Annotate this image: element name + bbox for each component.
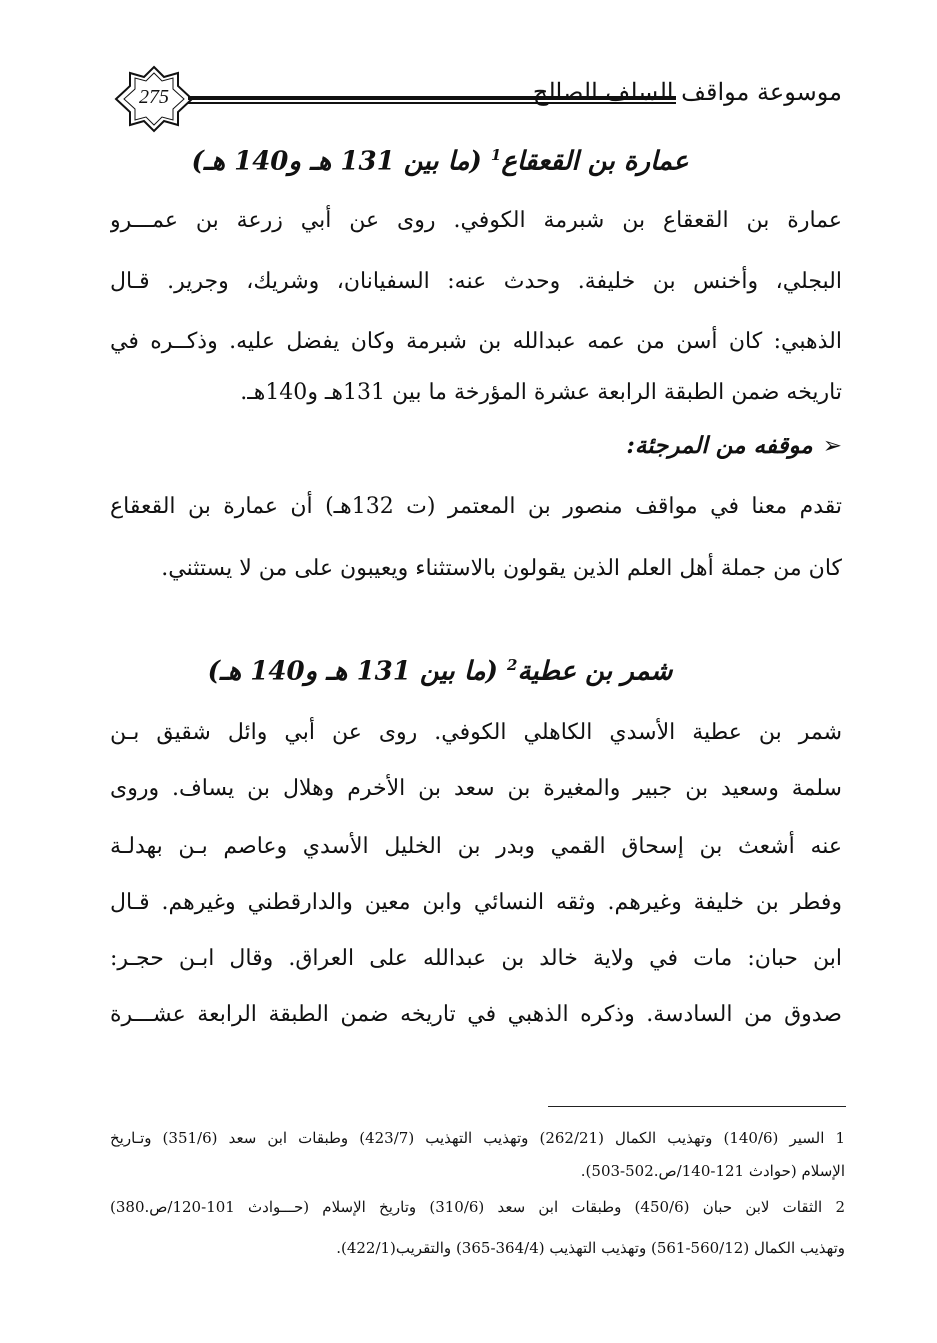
heading-name: عمارة بن القعقاع bbox=[501, 146, 689, 177]
footnote-line: الإسلام (حوادث 121-140/ص.502-503). bbox=[580, 1162, 845, 1180]
heading-date: (ما بين 131 هـ و140 هـ) bbox=[207, 656, 498, 687]
footnote-marker: 1 bbox=[490, 146, 502, 164]
body-line: وفطر بن خليفة وغيرهم. وثقه النسائي وابن معين والدارقطني وغيرهم. قـال bbox=[110, 890, 842, 915]
body-line: تاريخه ضمن الطبقة الرابعة عشرة المؤرخة ما بين 131هـ و140هـ. bbox=[240, 380, 842, 405]
section-heading-1 bbox=[160, 146, 720, 177]
body-line: الذهبي: كان أسن من عمه عبدالله بن شبرمة وكان يفضل عليه. وذكــره في bbox=[110, 329, 842, 354]
body-line: صدوق من السادسة. وذكره الذهبي في تاريخه ضمن الطبقة الرابعة عشـــرة bbox=[110, 1002, 842, 1027]
footnote-line: وتهذيب الكمال (560/12-561) وتهذيب التهذيب (364/4-365) والتقريب(422/1). bbox=[336, 1239, 845, 1257]
arrow-bullet-icon: ➢ bbox=[822, 433, 842, 459]
page-header bbox=[112, 64, 842, 134]
body-line: ابن حبان: مات في ولاية خالد بن عبدالله على العراق. وقال ابـن حجـر: bbox=[110, 946, 842, 971]
subheading-text: موقفه من المرجئة: bbox=[626, 432, 813, 459]
body-line: كان من جملة أهل العلم الذين يقولون بالاستثناء ويعيبون على من لا يستثني. bbox=[161, 556, 842, 581]
footnote-separator bbox=[548, 1106, 846, 1107]
footnote-line: 1 السير (140/6) وتهذيب الكمال (262/21) وتهذيب التهذيب (423/7) وطبقات ابن سعد (351/6) وتـاريخ bbox=[110, 1129, 845, 1147]
heading-name: شمر بن عطية bbox=[517, 656, 673, 687]
page-number-ornament bbox=[112, 64, 196, 134]
footnote-marker: 2 bbox=[507, 656, 518, 674]
footnote-line: 2 الثقات لابن حبان (450/6) وطبقات ابن سعد (310/6) وتاريخ الإسلام (حـــوادث 101-120/ص.380) bbox=[110, 1198, 845, 1216]
body-line: شمر بن عطية الأسدي الكاهلي الكوفي. روى عن أبي وائل شقيق بـن bbox=[110, 720, 842, 745]
page-number: 275 bbox=[139, 86, 169, 108]
body-line: عمارة بن القعقاع بن شبرمة الكوفي. روى عن أبي زرعة بن عمـــرو bbox=[110, 208, 842, 233]
body-line: سلمة وسعيد بن جبير والمغيرة بن سعد بن الأخرم وهلال بن يساف. وروى bbox=[110, 776, 842, 801]
series-title: موسوعة مواقف السلف الصالح bbox=[532, 78, 842, 106]
subheading bbox=[442, 432, 842, 459]
body-line: البجلي، وأخنس بن خليفة. وحدث عنه: السفيانان، وشريك، وجرير. قـال bbox=[110, 269, 842, 294]
section-heading-2 bbox=[160, 656, 720, 687]
body-line: تقدم معنا في مواقف منصور بن المعتمر (ت 132هـ) أن عمارة بن القعقاع bbox=[110, 494, 842, 519]
heading-date: (ما بين 131 هـ و140 هـ) bbox=[191, 146, 482, 177]
body-line: عنه أشعث بن إسحاق القمي وبدر بن الخليل الأسدي وعاصم بـن بهدلـة bbox=[110, 834, 842, 859]
